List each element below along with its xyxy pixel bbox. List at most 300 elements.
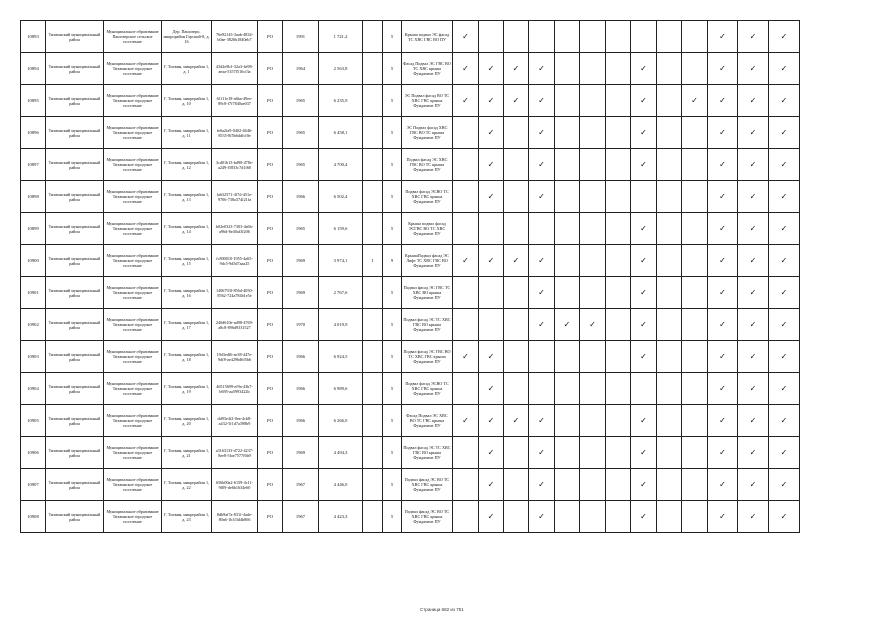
extra-cell: [363, 469, 383, 501]
work-check-cell: [555, 405, 580, 437]
guid-cell: 3cd01b13-bd90-478e-a249-f5833c7d1f60: [212, 149, 258, 181]
works-list-cell: Подвал фасад ЭС ХВС ГВС ВО ТС крыша Фундамент ПУ: [402, 149, 453, 181]
row-id-cell: 10906: [21, 437, 46, 469]
works-list-cell: Фасад Подвал ЭС ГВС ВО ТС ХВС крыша Фундамент ПУ: [402, 53, 453, 85]
row-id-cell: 10904: [21, 373, 46, 405]
work-check-cell: [631, 21, 657, 53]
work-check-cell: [631, 277, 657, 309]
checkmark-icon: ✓: [462, 95, 469, 105]
works-list-cell: Крыша подвал фасад ЭСГВС ВО ТС ХВС Фундамент ПУ: [402, 213, 453, 245]
checkmark-icon: ✓: [487, 63, 495, 73]
work-check-cell: [708, 117, 738, 149]
area-cell: 6 458,1: [319, 117, 363, 149]
guid-cell: fe6a2fa9-0402-4646-8535-8f5b6ddfcf0e: [212, 117, 258, 149]
work-check-cell: [657, 149, 682, 181]
checkmark-icon: ✓: [640, 287, 647, 297]
work-check-cell: [479, 245, 504, 277]
work-check-cell: [529, 373, 555, 405]
work-check-cell: [769, 149, 800, 181]
ownership-form-cell: РО: [258, 245, 283, 277]
checkmark-icon: ✓: [512, 415, 520, 425]
address-cell: Г. Тихвин, микрорайон 1, д. 22: [162, 469, 212, 501]
checkmark-icon: ✓: [487, 351, 495, 361]
area-cell: 6 235,9: [319, 85, 363, 117]
work-check-cell: [657, 405, 682, 437]
work-check-cell: [738, 85, 769, 117]
work-check-cell: [682, 437, 708, 469]
work-check-cell: [580, 53, 606, 85]
checkmark-icon: ✓: [640, 127, 647, 137]
checkmark-icon: ✓: [589, 319, 596, 329]
district-cell: Тихвинский муниципальный район: [46, 373, 104, 405]
ownership-form-cell: РО: [258, 213, 283, 245]
checkmark-icon: ✓: [749, 63, 757, 73]
work-check-cell: [479, 373, 504, 405]
district-cell: Тихвинский муниципальный район: [46, 341, 104, 373]
work-check-cell: [453, 117, 479, 149]
work-check-cell: [504, 53, 529, 85]
year-cell: 1965: [283, 117, 319, 149]
work-check-cell: [606, 437, 631, 469]
checkmark-icon: ✓: [719, 479, 726, 489]
work-check-cell: [606, 85, 631, 117]
checkmark-icon: ✓: [640, 255, 647, 265]
guid-cell: fa632571-4f7d-451e-9706-738a374f21fa: [212, 181, 258, 213]
work-check-cell: [504, 85, 529, 117]
address-cell: Г. Тихвин, микрорайон 1, д. 13: [162, 181, 212, 213]
checkmark-icon: ✓: [640, 63, 647, 73]
checkmark-icon: ✓: [538, 63, 545, 73]
work-check-cell: [631, 149, 657, 181]
checkmark-icon: ✓: [719, 415, 726, 425]
year-cell: 1966: [283, 181, 319, 213]
area-cell: 3 974,1: [319, 245, 363, 277]
work-check-cell: [453, 309, 479, 341]
work-check-cell: [682, 245, 708, 277]
checkmark-icon: ✓: [749, 255, 757, 265]
floors-cell: 5: [383, 85, 402, 117]
checkmark-icon: ✓: [512, 63, 520, 73]
area-cell: 4 019,9: [319, 309, 363, 341]
guid-cell: 43d2e9b1-32a3-4e98-aeaa-5357f516cf3a: [212, 53, 258, 85]
work-check-cell: [631, 85, 657, 117]
work-check-cell: [453, 53, 479, 85]
work-check-cell: [769, 469, 800, 501]
work-check-cell: [580, 341, 606, 373]
municipality-cell: Муниципальное образование Тихвинское городское поселение: [104, 469, 162, 501]
work-check-cell: [580, 245, 606, 277]
work-check-cell: [479, 85, 504, 117]
municipality-cell: Муниципальное образование Тихвинское городское поселение: [104, 85, 162, 117]
row-id-cell: 10899: [21, 213, 46, 245]
address-cell: Г. Тихвин, микрорайон 1, д. 16: [162, 277, 212, 309]
work-check-cell: [769, 277, 800, 309]
district-cell: Тихвинский муниципальный район: [46, 469, 104, 501]
area-cell: 4 423,3: [319, 501, 363, 533]
guid-cell: b02e0323-7303-4a6b-a96d-8e40af3f206: [212, 213, 258, 245]
municipality-cell: Муниципальное образование Тихвинское городское поселение: [104, 437, 162, 469]
work-check-cell: [606, 149, 631, 181]
work-check-cell: [479, 21, 504, 53]
extra-cell: [363, 341, 383, 373]
work-check-cell: [657, 213, 682, 245]
ownership-form-cell: РО: [258, 117, 283, 149]
work-check-cell: [504, 405, 529, 437]
checkmark-icon: ✓: [719, 255, 726, 265]
municipality-cell: Муниципальное образование Тихвинское городское поселение: [104, 405, 162, 437]
floors-cell: 5: [383, 181, 402, 213]
work-check-cell: [708, 149, 738, 181]
work-check-cell: [631, 117, 657, 149]
ownership-form-cell: РО: [258, 277, 283, 309]
district-cell: Тихвинский муниципальный район: [46, 21, 104, 53]
municipality-cell: Муниципальное образование Тихвинское городское поселение: [104, 181, 162, 213]
address-cell: Г. Тихвин, микрорайон 1, д. 20: [162, 405, 212, 437]
work-check-cell: [708, 437, 738, 469]
floors-cell: 5: [383, 437, 402, 469]
guid-cell: dd93e4f2-0ea-4cb8-a432-5f1d7a398b9: [212, 405, 258, 437]
work-check-cell: [529, 405, 555, 437]
year-cell: 1967: [283, 469, 319, 501]
work-check-cell: [453, 277, 479, 309]
work-check-cell: [453, 245, 479, 277]
district-cell: Тихвинский муниципальный район: [46, 277, 104, 309]
work-check-cell: [555, 437, 580, 469]
work-check-cell: [606, 469, 631, 501]
work-check-cell: [631, 213, 657, 245]
area-cell: 1 721,2: [319, 21, 363, 53]
guid-cell: 656b00a2-6159-4c11-9f09-de6b1634e60: [212, 469, 258, 501]
work-check-cell: [631, 405, 657, 437]
work-check-cell: [682, 309, 708, 341]
district-cell: Тихвинский муниципальный район: [46, 213, 104, 245]
work-check-cell: [504, 149, 529, 181]
work-check-cell: [682, 21, 708, 53]
work-check-cell: [555, 85, 580, 117]
work-check-cell: [769, 437, 800, 469]
work-check-cell: [453, 149, 479, 181]
work-check-cell: [555, 117, 580, 149]
year-cell: 1965: [283, 85, 319, 117]
row-id-cell: 10900: [21, 245, 46, 277]
municipality-cell: Муниципальное образование Тихвинское городское поселение: [104, 341, 162, 373]
checkmark-icon: ✓: [512, 255, 520, 265]
work-check-cell: [631, 245, 657, 277]
work-check-cell: [738, 341, 769, 373]
work-check-cell: [738, 181, 769, 213]
floors-cell: 5: [383, 117, 402, 149]
work-check-cell: [708, 373, 738, 405]
work-check-cell: [504, 469, 529, 501]
work-check-cell: [529, 213, 555, 245]
work-check-cell: [682, 117, 708, 149]
work-check-cell: [453, 181, 479, 213]
guid-cell: 19d3edf6-ae38-447e-9df8-ae4296d6f5b6: [212, 341, 258, 373]
work-check-cell: [657, 309, 682, 341]
work-check-cell: [657, 501, 682, 533]
checkmark-icon: ✓: [719, 159, 726, 169]
work-check-cell: [504, 213, 529, 245]
address-cell: Дер. Пашозеро, микрорайон Горский-8, д. 16: [162, 21, 212, 53]
work-check-cell: [682, 213, 708, 245]
checkmark-icon: ✓: [749, 223, 757, 233]
row-id-cell: 10908: [21, 501, 46, 533]
work-check-cell: [769, 53, 800, 85]
work-check-cell: [631, 309, 657, 341]
checkmark-icon: ✓: [780, 191, 788, 201]
checkmark-icon: ✓: [719, 287, 726, 297]
work-check-cell: [631, 181, 657, 213]
guid-cell: 8db9af7a-831f-4ade-80a6-1b1f3d4b866: [212, 501, 258, 533]
work-check-cell: [555, 181, 580, 213]
work-check-cell: [606, 117, 631, 149]
work-check-cell: [738, 245, 769, 277]
work-check-cell: [555, 277, 580, 309]
checkmark-icon: ✓: [780, 223, 788, 233]
work-check-cell: [708, 501, 738, 533]
work-check-cell: [504, 309, 529, 341]
work-check-cell: [580, 117, 606, 149]
work-check-cell: [769, 373, 800, 405]
work-check-cell: [555, 309, 580, 341]
district-cell: Тихвинский муниципальный район: [46, 117, 104, 149]
row-id-cell: 10905: [21, 405, 46, 437]
work-check-cell: [631, 501, 657, 533]
work-check-cell: [708, 405, 738, 437]
work-check-cell: [738, 309, 769, 341]
work-check-cell: [580, 149, 606, 181]
checkmark-icon: ✓: [640, 159, 647, 169]
work-check-cell: [580, 213, 606, 245]
address-cell: Г. Тихвин, микрорайон 1, д. 15: [162, 245, 212, 277]
address-cell: Г. Тихвин, микрорайон 1, д. 18: [162, 341, 212, 373]
checkmark-icon: ✓: [538, 255, 545, 265]
floors-cell: 5: [383, 277, 402, 309]
checkmark-icon: ✓: [719, 383, 726, 393]
work-check-cell: [738, 213, 769, 245]
municipality-cell: Муниципальное образование Пашозерское сельское поселение: [104, 21, 162, 53]
ownership-form-cell: РО: [258, 437, 283, 469]
address-cell: Г. Тихвин, микрорайон 1, д. 17: [162, 309, 212, 341]
work-check-cell: [453, 469, 479, 501]
register-table: [20, 20, 800, 533]
work-check-cell: [453, 405, 479, 437]
checkmark-icon: ✓: [640, 415, 647, 425]
checkmark-icon: ✓: [487, 415, 495, 425]
checkmark-icon: ✓: [640, 479, 647, 489]
work-check-cell: [580, 469, 606, 501]
checkmark-icon: ✓: [640, 447, 647, 457]
work-check-cell: [453, 85, 479, 117]
municipality-cell: Муниципальное образование Тихвинское городское поселение: [104, 373, 162, 405]
area-cell: 6 924,5: [319, 341, 363, 373]
work-check-cell: [504, 437, 529, 469]
checkmark-icon: ✓: [780, 95, 788, 105]
district-cell: Тихвинский муниципальный район: [46, 245, 104, 277]
work-check-cell: [580, 373, 606, 405]
checkmark-icon: ✓: [780, 159, 788, 169]
work-check-cell: [708, 213, 738, 245]
checkmark-icon: ✓: [749, 479, 757, 489]
work-check-cell: [555, 373, 580, 405]
work-check-cell: [769, 501, 800, 533]
district-cell: Тихвинский муниципальный район: [46, 309, 104, 341]
work-check-cell: [555, 245, 580, 277]
checkmark-icon: ✓: [691, 95, 698, 105]
work-check-cell: [682, 149, 708, 181]
work-check-cell: [682, 341, 708, 373]
checkmark-icon: ✓: [749, 319, 757, 329]
checkmark-icon: ✓: [780, 447, 788, 457]
work-check-cell: [529, 149, 555, 181]
work-check-cell: [657, 85, 682, 117]
work-check-cell: [504, 373, 529, 405]
floors-cell: 5: [383, 53, 402, 85]
work-check-cell: [682, 405, 708, 437]
municipality-cell: Муниципальное образование Тихвинское городское поселение: [104, 117, 162, 149]
checkmark-icon: ✓: [640, 511, 647, 521]
checkmark-icon: ✓: [487, 447, 495, 457]
work-check-cell: [738, 53, 769, 85]
work-check-cell: [682, 85, 708, 117]
district-cell: Тихвинский муниципальный район: [46, 405, 104, 437]
year-cell: 1967: [283, 501, 319, 533]
row-id-cell: 10901: [21, 277, 46, 309]
checkmark-icon: ✓: [780, 351, 788, 361]
area-cell: 4 494,3: [319, 437, 363, 469]
work-check-cell: [769, 85, 800, 117]
year-cell: 1969: [283, 277, 319, 309]
area-cell: 2 767,6: [319, 277, 363, 309]
checkmark-icon: ✓: [538, 127, 545, 137]
works-list-cell: Подвал фасад ЭС ГВС ТС ХВС ВО крыша Фундамент ПУ: [402, 277, 453, 309]
floors-cell: 5: [383, 501, 402, 533]
work-check-cell: [529, 341, 555, 373]
work-check-cell: [504, 501, 529, 533]
works-list-cell: Фасад Подвал ЭС ХВС ВО ТС ГВС крыша Фундамент ПУ: [402, 405, 453, 437]
work-check-cell: [504, 245, 529, 277]
work-check-cell: [657, 437, 682, 469]
work-check-cell: [606, 213, 631, 245]
work-check-cell: [606, 309, 631, 341]
work-check-cell: [580, 277, 606, 309]
table-row: [21, 373, 800, 405]
extra-cell: 1: [363, 245, 383, 277]
checkmark-icon: ✓: [749, 287, 757, 297]
municipality-cell: Муниципальное образование Тихвинское городское поселение: [104, 149, 162, 181]
checkmark-icon: ✓: [749, 159, 757, 169]
work-check-cell: [657, 181, 682, 213]
work-check-cell: [708, 181, 738, 213]
work-check-cell: [769, 213, 800, 245]
work-check-cell: [580, 501, 606, 533]
work-check-cell: [479, 277, 504, 309]
row-id-cell: 10903: [21, 341, 46, 373]
work-check-cell: [529, 277, 555, 309]
extra-cell: [363, 405, 383, 437]
work-check-cell: [479, 53, 504, 85]
table-row: [21, 53, 800, 85]
extra-cell: [363, 149, 383, 181]
checkmark-icon: ✓: [487, 159, 495, 169]
ownership-form-cell: РО: [258, 149, 283, 181]
municipality-cell: Муниципальное образование Тихвинское городское поселение: [104, 53, 162, 85]
works-list-cell: Подвал фасад ЭС ВО ТС ХВС ГВС крыша Фундамент ПУ: [402, 501, 453, 533]
table-body: [21, 21, 800, 533]
table-row: [21, 277, 800, 309]
work-check-cell: [708, 277, 738, 309]
work-check-cell: [529, 501, 555, 533]
checkmark-icon: ✓: [462, 351, 469, 361]
checkmark-icon: ✓: [462, 255, 469, 265]
extra-cell: [363, 53, 383, 85]
checkmark-icon: ✓: [538, 159, 545, 169]
work-check-cell: [555, 53, 580, 85]
address-cell: Г. Тихвин, микрорайон 1, д. 11: [162, 117, 212, 149]
checkmark-icon: ✓: [538, 415, 545, 425]
checkmark-icon: ✓: [462, 31, 469, 41]
work-check-cell: [529, 469, 555, 501]
district-cell: Тихвинский муниципальный район: [46, 149, 104, 181]
work-check-cell: [606, 245, 631, 277]
floors-cell: 5: [383, 469, 402, 501]
works-list-cell: ЭС Подвал фасад ВО ТС ХВС ГВС крыша Фундамент ПУ: [402, 85, 453, 117]
checkmark-icon: ✓: [719, 511, 726, 521]
work-check-cell: [606, 405, 631, 437]
work-check-cell: [657, 373, 682, 405]
work-check-cell: [631, 53, 657, 85]
municipality-cell: Муниципальное образование Тихвинское городское поселение: [104, 277, 162, 309]
floors-cell: 5: [383, 373, 402, 405]
table-row: [21, 213, 800, 245]
work-check-cell: [479, 309, 504, 341]
checkmark-icon: ✓: [563, 319, 571, 329]
checkmark-icon: ✓: [538, 95, 545, 105]
municipality-cell: Муниципальное образование Тихвинское городское поселение: [104, 245, 162, 277]
work-check-cell: [529, 85, 555, 117]
table-row: [21, 149, 800, 181]
floors-cell: 5: [383, 149, 402, 181]
work-check-cell: [769, 181, 800, 213]
area-cell: 2 563,8: [319, 53, 363, 85]
row-id-cell: 10894: [21, 53, 46, 85]
work-check-cell: [682, 181, 708, 213]
municipality-cell: Муниципальное образование Тихвинское городское поселение: [104, 501, 162, 533]
work-check-cell: [769, 245, 800, 277]
work-check-cell: [529, 181, 555, 213]
works-list-cell: Подвал фасад ЭСВО ТС ХВС ГВС крыша Фундамент ПУ: [402, 181, 453, 213]
year-cell: 1965: [283, 213, 319, 245]
year-cell: 1969: [283, 437, 319, 469]
work-check-cell: [529, 309, 555, 341]
checkmark-icon: ✓: [640, 223, 647, 233]
area-cell: 6 502,4: [319, 181, 363, 213]
works-list-cell: Крыша подвал ЭС фасад ТС ХВС ГВС ВО ПУ: [402, 21, 453, 53]
checkmark-icon: ✓: [719, 191, 726, 201]
table-row: [21, 309, 800, 341]
area-cell: 6 989,6: [319, 373, 363, 405]
municipality-cell: Муниципальное образование Тихвинское городское поселение: [104, 309, 162, 341]
checkmark-icon: ✓: [749, 127, 757, 137]
address-cell: Г. Тихвин, микрорайон 1, д. 21: [162, 437, 212, 469]
checkmark-icon: ✓: [749, 191, 757, 201]
work-check-cell: [529, 437, 555, 469]
works-list-cell: Подвал фасад ЭС ГВС ВО ТС ХВС ГВС крыша Фундамент ПУ: [402, 341, 453, 373]
checkmark-icon: ✓: [719, 223, 726, 233]
work-check-cell: [479, 469, 504, 501]
work-check-cell: [479, 149, 504, 181]
works-list-cell: ЭС Подвал фасад ХВС ГВС ВО ТС крыша Фундамент ПУ: [402, 117, 453, 149]
